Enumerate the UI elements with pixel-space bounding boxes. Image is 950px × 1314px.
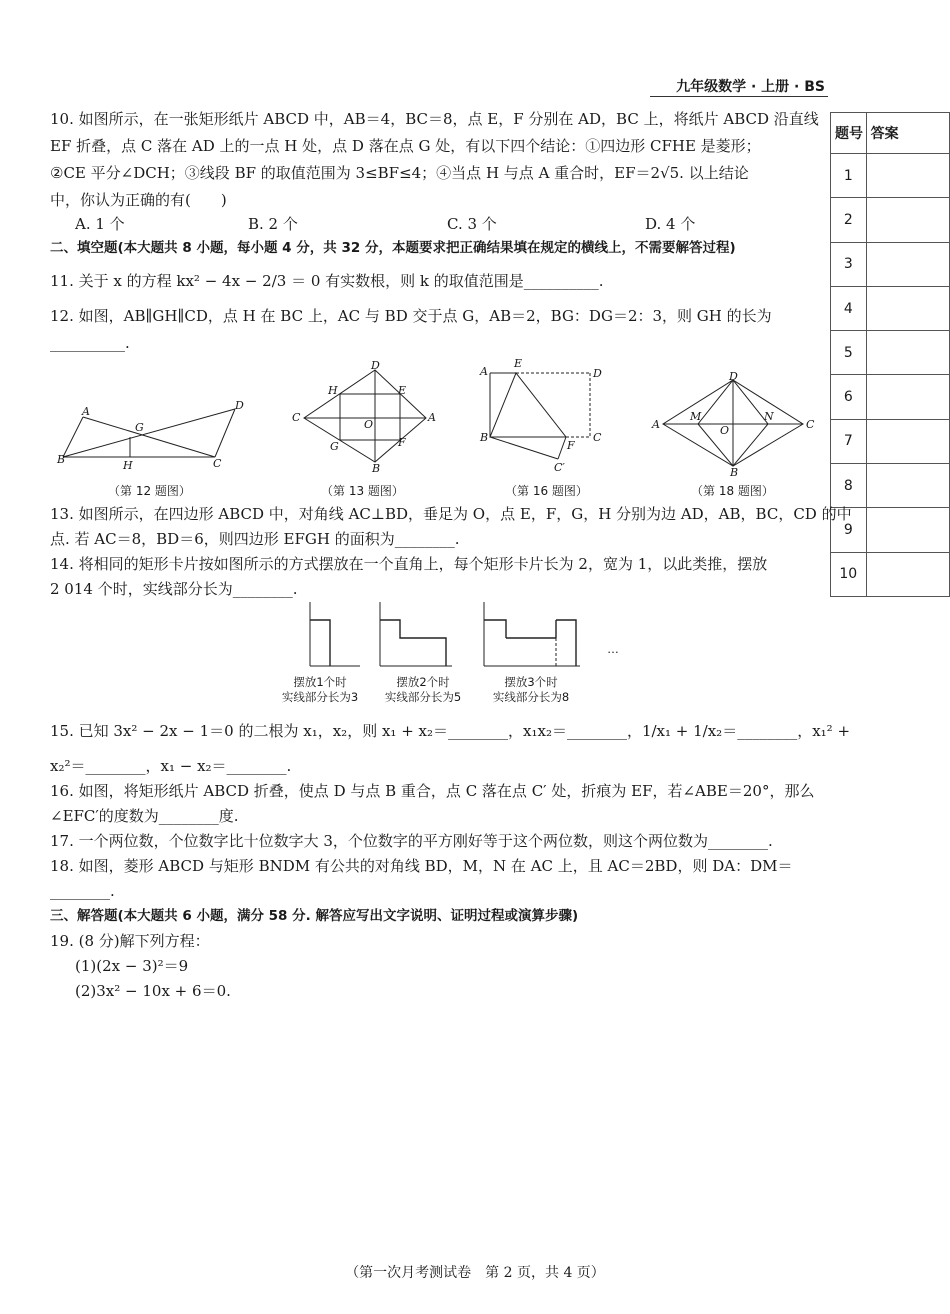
q14-line-1: 14. 将相同的矩形卡片按如图所示的方式摆放在一个直角上，每个矩形卡片长为 2，宽为 1，以此类推，摆放: [50, 555, 768, 573]
figure-q12: [55, 395, 255, 475]
answer-row: [831, 375, 950, 419]
answer-row: [831, 198, 950, 242]
header-rule: [650, 96, 828, 97]
caption-q12: （第 12 题图）: [108, 484, 191, 498]
label-13-b: B: [372, 462, 381, 475]
q10-option-b[interactable]: B. 2 个: [248, 215, 298, 233]
label-13-a: A: [428, 411, 436, 424]
figure-q16: [478, 355, 608, 475]
label-18-m: M: [690, 410, 702, 423]
label-13-o: O: [364, 418, 374, 431]
figure-q14-cards: [300, 600, 640, 672]
answer-cell[interactable]: [866, 464, 949, 508]
answer-cell[interactable]: [866, 508, 949, 552]
q15-line-2: x₂²＝________，x₁ − x₂＝________.: [50, 757, 292, 775]
q10-line-3: ②CE 平分∠DCH；③线段 BF 的取值范围为 3≤BF≤4；④当点 H 与点 A 重合时，EF＝2√5. 以上结论: [50, 164, 749, 182]
label-16-b: B: [480, 431, 489, 444]
answer-row-number: 2: [831, 198, 867, 242]
q10-option-c[interactable]: C. 3 个: [447, 215, 497, 233]
label-12-b: B: [57, 453, 66, 466]
answer-row-number: 3: [831, 242, 867, 286]
answer-cell[interactable]: [866, 331, 949, 375]
header-text: 九年级数学 · 上册 · BS: [676, 79, 825, 95]
q10-line-2: EF 折叠，点 C 落在 AD 上的一点 H 处，点 D 落在点 G 处，有以下四个结论：①四边形 CFHE 是菱形；: [50, 137, 761, 155]
card-caption-3-line-2: 实线部分长为8: [492, 690, 570, 704]
figure-q18: [648, 370, 823, 476]
q10-line-4: 中，你认为正确的有( ): [50, 191, 227, 209]
answer-row: [831, 464, 950, 508]
label-13-h: H: [328, 384, 338, 397]
label-13-c: C: [292, 411, 301, 424]
answer-row: [831, 242, 950, 286]
answer-row: [831, 154, 950, 198]
card-caption-2-line-2: 实线部分长为5: [384, 690, 462, 704]
q15-line-1: 15. 已知 3x² − 2x − 1＝0 的二根为 x₁，x₂，则 x₁ + x₂＝________，x₁x₂＝________，1/x₁ + 1/x₂＝________，x₁² +: [50, 722, 851, 740]
label-12-a: A: [82, 405, 90, 418]
label-12-h: H: [123, 459, 133, 472]
answer-row-number: 6: [831, 375, 867, 419]
q19-title: 19. (8 分)解下列方程：: [50, 932, 210, 950]
answer-row-number: 7: [831, 419, 867, 463]
q10-line-1: 10. 如图所示，在一张矩形纸片 ABCD 中，AB＝4，BC＝8，点 E，F 分别在 AD，BC 上，将纸片 ABCD 沿直线: [50, 110, 819, 128]
label-16-d: D: [593, 367, 602, 380]
q17-text: 17. 一个两位数，个位数字比十位数字大 3，个位数字的平方刚好等于这个两位数，则这个两位数为________.: [50, 832, 773, 850]
answer-table-header: [831, 113, 950, 154]
q12-line-2: __________.: [50, 334, 130, 352]
answer-row-number: 4: [831, 286, 867, 330]
card-caption-3-line-1: 摆放3个时: [504, 675, 558, 689]
label-13-f: F: [398, 436, 406, 449]
answer-cell[interactable]: [866, 286, 949, 330]
label-16-e: E: [514, 357, 523, 370]
answer-cell[interactable]: [866, 375, 949, 419]
card-ellipsis: …: [607, 642, 619, 656]
label-16-a: A: [480, 365, 488, 378]
answer-row: [831, 331, 950, 375]
page-footer: （第一次月考测试卷 第 2 页，共 4 页）: [345, 1265, 605, 1281]
section-2-heading: 二、填空题(本大题共 8 小题，每小题 4 分，共 32 分，本题要求把正确结果填在规定的横线上，不需要解答过程): [50, 240, 736, 256]
answer-cell[interactable]: [866, 552, 949, 596]
caption-q16: （第 16 题图）: [505, 484, 588, 498]
caption-q18: （第 18 题图）: [691, 484, 774, 498]
card-caption-3: [486, 675, 576, 705]
q19-part-1: (1)(2x − 3)²＝9: [75, 957, 189, 975]
label-18-o: O: [720, 424, 730, 437]
page-header: [650, 76, 825, 96]
answer-row: [831, 552, 950, 596]
q14-line-2: 2 014 个时，实线部分长为________.: [50, 580, 298, 598]
label-13-e: E: [398, 384, 407, 397]
label-18-d: D: [729, 370, 738, 383]
label-13-d: D: [371, 359, 380, 372]
answer-row-number: 10: [831, 552, 867, 596]
label-18-b: B: [730, 466, 739, 476]
q12-line-1: 12. 如图，AB∥GH∥CD，点 H 在 BC 上，AC 与 BD 交于点 G，AB＝2，BG：DG＝2：3，则 GH 的长为: [50, 307, 772, 325]
answer-cell[interactable]: [866, 154, 949, 198]
q18-line-2: ________.: [50, 882, 115, 900]
q11-text: 11. 关于 x 的方程 kx² − 4x − 2/3 ＝ 0 有实数根，则 k 的取值范围是__________.: [50, 272, 604, 290]
label-16-c-prime: C′: [554, 461, 565, 474]
answer-row-number: 8: [831, 464, 867, 508]
caption-q13: （第 13 题图）: [321, 484, 404, 498]
card-caption-2-line-1: 摆放2个时: [396, 675, 450, 689]
answer-row: [831, 419, 950, 463]
answer-row-number: 5: [831, 331, 867, 375]
answer-row-number: 9: [831, 508, 867, 552]
answer-row: [831, 286, 950, 330]
q10-option-a[interactable]: A. 1 个: [75, 215, 125, 233]
q13-line-2: 点. 若 AC＝8，BD＝6，则四边形 EFGH 的面积为________.: [50, 530, 460, 548]
q16-line-1: 16. 如图，将矩形纸片 ABCD 折叠，使点 D 与点 B 重合，点 C 落在点 C′ 处，折痕为 EF，若∠ABE＝20°，那么: [50, 782, 815, 800]
label-16-f: F: [567, 439, 575, 452]
label-16-c: C: [593, 431, 602, 444]
answer-row-number: 1: [831, 154, 867, 198]
q10-option-d[interactable]: D. 4 个: [645, 215, 696, 233]
label-18-c: C: [806, 418, 815, 431]
label-18-a: A: [652, 418, 660, 431]
q19-part-2: (2)3x² − 10x + 6＝0.: [75, 982, 231, 1000]
q13-line-1: 13. 如图所示，在四边形 ABCD 中，对角线 AC⊥BD，垂足为 O，点 E，F，G，H 分别为边 AD，AB，BC，CD 的中: [50, 505, 852, 523]
label-12-g: G: [135, 421, 144, 434]
card-caption-2: [378, 675, 468, 705]
answer-col-number: 题号: [831, 113, 867, 154]
card-caption-1-line-2: 实线部分长为3: [281, 690, 359, 704]
card-caption-1: [275, 675, 365, 705]
card-caption-1-line-1: 摆放1个时: [293, 675, 347, 689]
q18-line-1: 18. 如图，菱形 ABCD 与矩形 BNDM 有公共的对角线 BD，M，N 在 AC 上，且 AC＝2BD，则 DA：DM＝: [50, 857, 793, 875]
answer-col-answer: 答案: [866, 113, 949, 154]
label-12-d: D: [235, 399, 244, 412]
label-12-c: C: [213, 457, 222, 470]
figure-q13: [288, 358, 438, 476]
answer-table: [830, 112, 950, 597]
label-18-n: N: [764, 410, 774, 423]
label-13-g: G: [330, 440, 339, 453]
answer-cell[interactable]: [866, 198, 949, 242]
answer-cell[interactable]: [866, 242, 949, 286]
section-3-heading: 三、解答题(本大题共 6 小题，满分 58 分. 解答应写出文字说明、证明过程或演算步骤): [50, 908, 579, 924]
q16-line-2: ∠EFC′的度数为________度.: [50, 807, 239, 825]
answer-cell[interactable]: [866, 419, 949, 463]
